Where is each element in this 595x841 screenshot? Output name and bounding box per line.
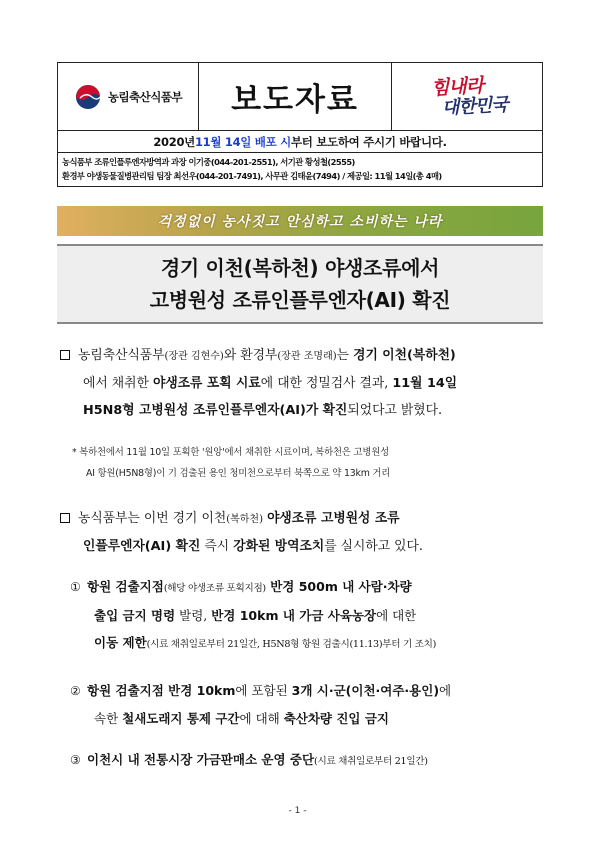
text: 농림축산식품부	[78, 348, 165, 363]
measure-item-2-line-2	[70, 705, 542, 732]
press-release-header	[57, 62, 543, 187]
paragraph-1	[60, 342, 540, 424]
text: 야생조류 포획 시료	[152, 376, 261, 391]
paragraph-2-line-1	[60, 505, 540, 533]
measure-item-1-line-1	[70, 573, 542, 602]
text: 되었다고 밝혔다.	[347, 403, 443, 418]
footnote-line-2: AI 항원(H5N8형)이 기 검출된 용인 청미천으로부터 북쪽으로 약 13km 거리	[86, 468, 391, 479]
slogan-line1: 힘내라	[430, 74, 484, 99]
text: 철새도래지 통제 구간	[122, 711, 240, 726]
release-date-highlight: 11월 14일 배포 시	[194, 134, 291, 149]
measure-item-1-line-3	[70, 629, 542, 658]
text: 경기 이천(복하천)	[353, 348, 456, 363]
text: 에 대해	[239, 711, 284, 726]
footnote-line-1: * 복하천에서 11월 10일 포획한 '원앙'에서 채취한 시료이며, 복하천은 고병원성	[72, 447, 389, 458]
measure-item-3-line-1	[70, 746, 542, 775]
text: 속한	[94, 711, 123, 726]
headline-box	[57, 244, 543, 324]
text: 농식품부는 이번 경기 이천	[78, 511, 227, 526]
contact-line-1: 농식품부 조류인플루엔자방역과 과장 이기중(044-201-2551), 서기관 황성철(2555)	[62, 157, 355, 167]
measure-item-3	[70, 746, 542, 775]
bullet-square-icon	[60, 350, 70, 360]
text: 에 포함된	[235, 683, 292, 698]
text: 항원 검출지점	[87, 579, 164, 594]
contact-line-2: 환경부 야생동물질병관리팀 팀장 최선우(044-201-7491), 사무관 김태윤(7494) / 제공일: 11월 14일(총 4매)	[62, 171, 442, 181]
text: 에 대한 정밀검사 결과,	[260, 376, 393, 391]
text: 에	[439, 683, 452, 698]
text: 를 실시하고 있다.	[324, 539, 423, 554]
text: (복하천)	[226, 514, 263, 525]
release-date-suffix: 부터 보도하여 주시기 바랍니다.	[290, 134, 447, 149]
text: 야생조류 고병원성 조류	[267, 511, 400, 526]
text: 이동 제한	[94, 635, 147, 650]
release-date-prefix: 2020년	[153, 134, 195, 149]
banner-text: 걱정없이 농사짓고 안심하고 소비하는 나라	[157, 214, 443, 230]
paragraph-1-line-2	[60, 370, 540, 397]
slogan-logo	[392, 63, 542, 130]
paragraph-2	[60, 505, 540, 560]
bullet-square-icon	[60, 513, 70, 523]
text: 와 환경부	[223, 348, 278, 363]
header-top-row	[58, 63, 542, 131]
text: H5N8형 고병원성 조류인플루엔자(AI)가 확진	[83, 403, 348, 418]
text: 11월 14일	[392, 376, 458, 391]
text: 강화된 방역조치	[233, 539, 325, 554]
text: 3개 시·군(이천·여주·용인)	[291, 683, 440, 698]
item-number: ②	[70, 684, 81, 698]
press-release-title: 보도자료	[199, 63, 392, 130]
paragraph-1-line-3	[60, 397, 540, 424]
release-date-row	[58, 131, 542, 153]
measure-item-2	[70, 677, 542, 732]
ministry-logo-icon	[74, 83, 102, 111]
text: (장관 김현수)	[164, 351, 224, 362]
text: 출입 금지 명령	[94, 608, 176, 623]
text: 인플루엔자(AI) 확진	[83, 539, 201, 554]
text: 반경 10km 내 가금 사육농장	[211, 608, 377, 623]
measure-item-2-line-1	[70, 677, 542, 705]
measure-item-1	[70, 573, 542, 658]
footnote	[72, 442, 540, 484]
slogan-line2: 대한민국	[441, 93, 509, 119]
text: 축산차량 진입 금지	[283, 711, 390, 726]
text: 즉시	[200, 539, 234, 554]
paragraph-2-line-2	[60, 533, 540, 560]
item-number: ①	[70, 580, 81, 594]
text: 이천시 내 전통시장 가금판매소 운영 중단	[87, 752, 315, 767]
text: (장관 조명래)	[277, 351, 337, 362]
text: (해당 야생조류 포획지점)	[163, 583, 266, 594]
text: 반경 500m 내 사람·차량	[265, 579, 412, 594]
item-number: ③	[70, 753, 81, 767]
text: 에서 채취한	[83, 376, 153, 391]
contact-info	[58, 153, 542, 186]
headline-line-1: 경기 이천(복하천) 야생조류에서	[160, 256, 440, 280]
measure-item-1-line-2	[70, 602, 542, 629]
text: 발령,	[175, 608, 212, 623]
headline-line-2: 고병원성 조류인플루엔자(AI) 확진	[149, 288, 451, 312]
page-number: - 1 -	[288, 806, 307, 816]
ministry-cell	[58, 63, 199, 130]
text: (시료 채취일로부터 21일간, H5N8형 항원 검출시(11.13)부터 기 조치)	[146, 639, 437, 650]
text: 항원 검출지점 반경 10km	[87, 683, 236, 698]
paragraph-1-line-1	[60, 342, 540, 370]
text: 는	[336, 348, 354, 363]
ministry-name: 농림축산식품부	[107, 89, 183, 104]
text: (시료 채취일로부터 21일간)	[314, 756, 428, 767]
text: 에 대한	[376, 608, 417, 623]
slogan-banner	[57, 206, 543, 236]
